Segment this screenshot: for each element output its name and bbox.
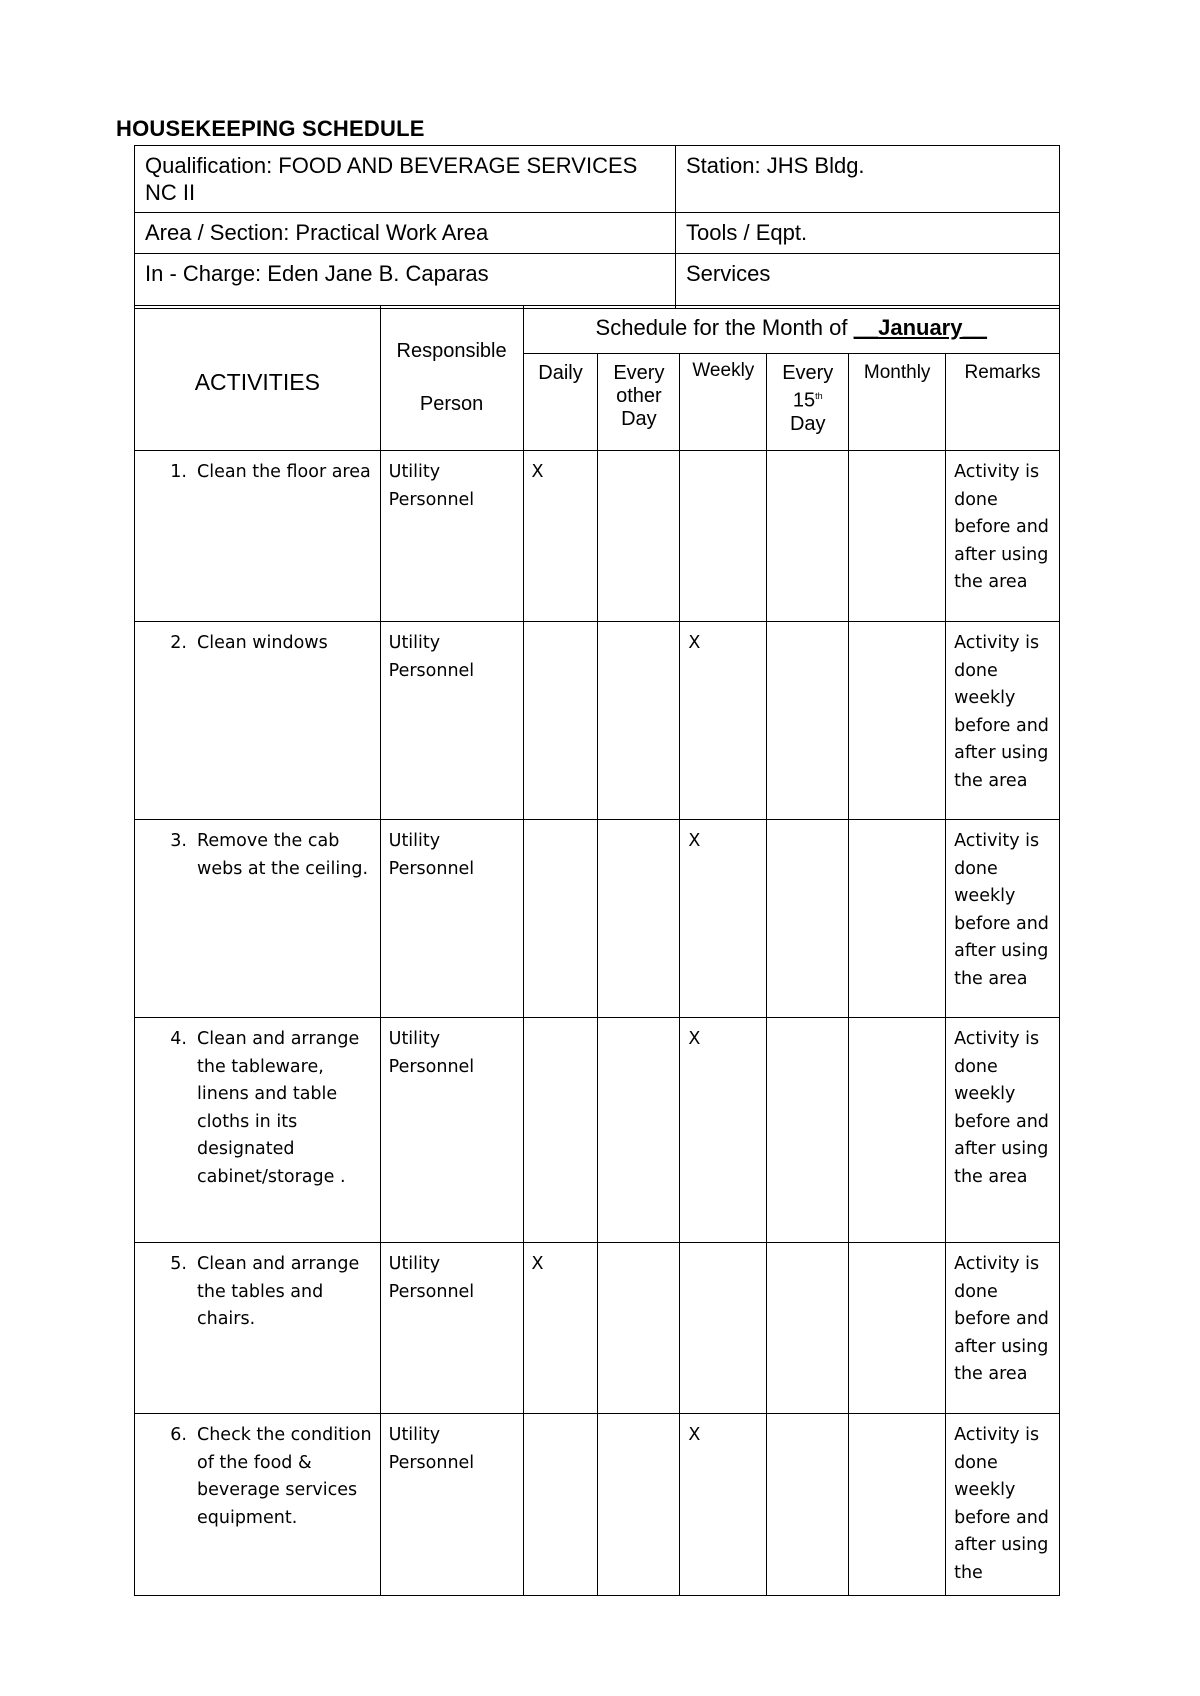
daily-cell [523, 820, 598, 1018]
activity-cell [135, 1018, 381, 1243]
every15-cell [767, 622, 849, 820]
activity-number: 5. [170, 1254, 187, 1274]
person-label: Person [419, 393, 484, 415]
every-other-line2: other [616, 385, 662, 407]
month-value: January [878, 314, 963, 340]
activity-cell [135, 622, 381, 820]
activity-number: 4. [170, 1029, 187, 1049]
activity-cell [135, 1243, 381, 1414]
weekly-cell: X [680, 1018, 767, 1243]
month-prefix: Schedule for the Month of [595, 314, 848, 340]
daily-cell [523, 1018, 598, 1243]
weekly-cell [680, 451, 767, 622]
remarks-cell: Activity is done weekly before and after using the area [946, 1018, 1060, 1243]
daily-cell: X [523, 1243, 598, 1414]
activity-text: Clean windows [197, 633, 328, 653]
table-row [135, 820, 1060, 1018]
activities-header: ACTIVITIES [135, 306, 381, 451]
monthly-header: Monthly [849, 354, 946, 451]
every-other-cell [598, 1018, 680, 1243]
every15-line1: Every [782, 362, 834, 384]
daily-header: Daily [523, 354, 598, 451]
table-row [135, 1414, 1060, 1596]
schedule-table [134, 305, 1060, 1596]
activity-cell [135, 820, 381, 1018]
activity-text: Remove the cab webs at the ceiling. [197, 831, 369, 879]
in-charge-cell: In - Charge: Eden Jane B. Caparas [135, 254, 676, 309]
daily-cell [523, 1414, 598, 1596]
person-cell: Utility Personnel [380, 1414, 523, 1596]
every-other-line1: Every [613, 362, 665, 384]
monthly-cell [849, 820, 946, 1018]
every-other-cell [598, 1414, 680, 1596]
area-cell: Area / Section: Practical Work Area [135, 213, 676, 254]
every-other-day-header [598, 354, 680, 451]
monthly-cell [849, 451, 946, 622]
remarks-header: Remarks [946, 354, 1060, 451]
every15-cell [767, 451, 849, 622]
info-table [134, 145, 1060, 309]
person-cell: Utility Personnel [380, 1018, 523, 1243]
station-cell: Station: JHS Bldg. [676, 146, 1060, 213]
month-lead: __ [853, 314, 879, 340]
table-row [135, 451, 1060, 622]
monthly-cell [849, 622, 946, 820]
every15-number: 15 [792, 389, 816, 412]
every-other-cell [598, 622, 680, 820]
person-cell: Utility Personnel [380, 820, 523, 1018]
remarks-cell: Activity is done before and after using the area [946, 1243, 1060, 1414]
every15-cell [767, 820, 849, 1018]
activity-number: 6. [170, 1425, 187, 1445]
remarks-cell: Activity is done weekly before and after using the [946, 1414, 1060, 1596]
services-cell: Services [676, 254, 1060, 309]
weekly-header: Weekly [680, 354, 767, 451]
weekly-cell: X [680, 820, 767, 1018]
remarks-cell: Activity is done before and after using the area [946, 451, 1060, 622]
activity-number: 1. [170, 462, 187, 482]
person-cell: Utility Personnel [380, 451, 523, 622]
qualification-cell: Qualification: FOOD AND BEVERAGE SERVICES NC II [135, 146, 676, 213]
remarks-cell: Activity is done weekly before and after using the area [946, 820, 1060, 1018]
every-15th-day-header [767, 354, 849, 451]
monthly-cell [849, 1018, 946, 1243]
activity-number: 2. [170, 633, 187, 653]
responsible-label: Responsible [396, 340, 507, 362]
monthly-cell [849, 1414, 946, 1596]
page-title: HOUSEKEEPING SCHEDULE [116, 116, 425, 141]
activity-text: Clean and arrange the tables and chairs. [197, 1254, 360, 1329]
person-cell: Utility Personnel [380, 622, 523, 820]
remarks-cell: Activity is done weekly before and after using the area [946, 622, 1060, 820]
weekly-cell: X [680, 622, 767, 820]
monthly-cell [849, 1243, 946, 1414]
activity-number: 3. [170, 831, 187, 851]
activity-cell [135, 1414, 381, 1596]
activity-cell [135, 451, 381, 622]
every-other-cell [598, 451, 680, 622]
activity-text: Clean the floor area [197, 462, 371, 482]
every15-sup: th [815, 391, 823, 401]
weekly-cell: X [680, 1414, 767, 1596]
daily-cell: X [523, 451, 598, 622]
every15-line3: Day [789, 412, 826, 435]
activity-text: Check the condition of the food & beverage services equipment. [197, 1425, 372, 1528]
tools-cell: Tools / Eqpt. [676, 213, 1060, 254]
every-other-cell [598, 820, 680, 1018]
table-row [135, 1243, 1060, 1414]
weekly-cell [680, 1243, 767, 1414]
daily-cell [523, 622, 598, 820]
person-cell: Utility Personnel [380, 1243, 523, 1414]
every-other-line3: Day [621, 408, 657, 430]
every15-cell [767, 1243, 849, 1414]
every15-cell [767, 1414, 849, 1596]
table-row [135, 1018, 1060, 1243]
activity-text: Clean and arrange the tableware, linens and table cloths in its designated cabinet/storage . [197, 1029, 360, 1187]
every15-cell [767, 1018, 849, 1243]
responsible-person-header [380, 306, 523, 451]
table-row [135, 622, 1060, 820]
every-other-cell [598, 1243, 680, 1414]
month-trail: __ [962, 314, 987, 340]
month-header [523, 306, 1059, 354]
